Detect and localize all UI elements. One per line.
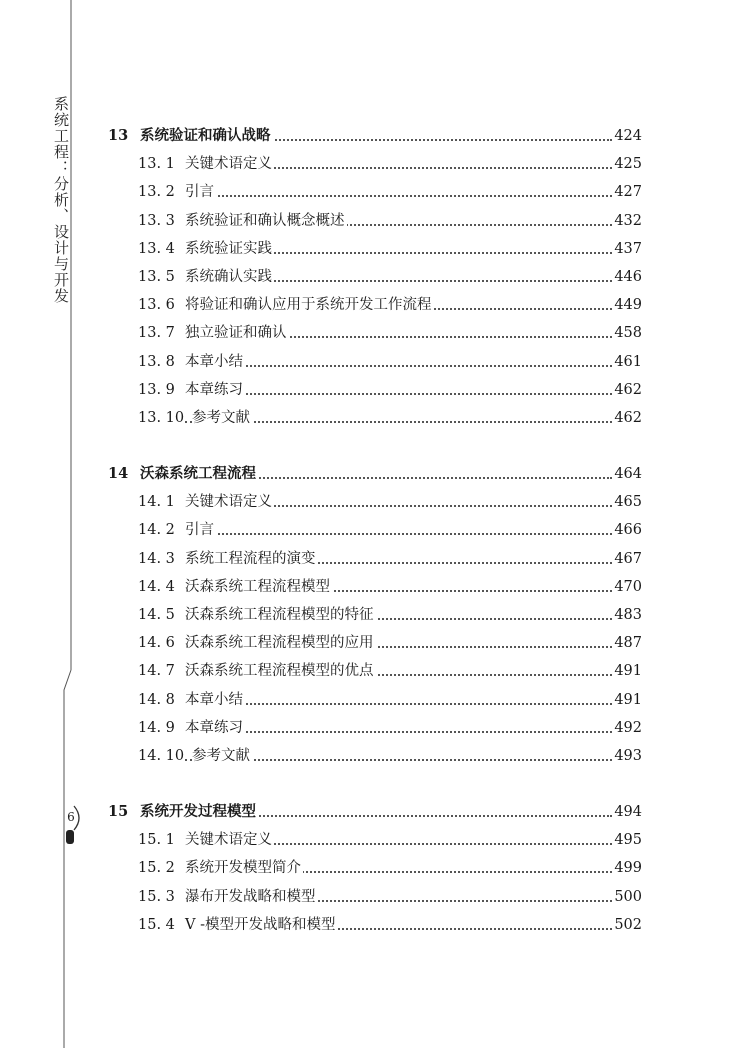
section-title: V -模型开发战略和模型 xyxy=(185,913,337,937)
dot-leader xyxy=(185,195,612,197)
section-page: 462 xyxy=(614,410,642,426)
section-entry xyxy=(0,350,750,374)
section-entry xyxy=(0,237,750,261)
section-entry xyxy=(0,603,750,627)
section-title: 系统开发模型简介 xyxy=(185,856,303,880)
section-entry xyxy=(0,321,750,345)
section-entry xyxy=(0,547,750,571)
section-entry xyxy=(0,913,750,937)
section-page: 470 xyxy=(614,579,642,595)
section-number: 13. 2 xyxy=(138,184,175,200)
section-number: 14. 5 xyxy=(138,607,175,623)
section-title: 关键术语定义 xyxy=(185,828,274,852)
section-page: 491 xyxy=(614,692,642,708)
section-title: 本章小结 xyxy=(185,350,245,374)
dot-leader xyxy=(185,731,612,733)
section-title: 关键术语定义 xyxy=(185,490,274,514)
chapter-page: 424 xyxy=(614,128,642,144)
section-page: 502 xyxy=(614,917,642,933)
section-number: 13. 9 xyxy=(138,382,175,398)
section-title: 沃森系统工程流程模型的应用 xyxy=(185,631,376,655)
section-title: 沃森系统工程流程模型 xyxy=(185,575,332,599)
dot-leader xyxy=(185,703,612,705)
section-page: 427 xyxy=(614,184,642,200)
section-page: 458 xyxy=(614,325,642,341)
section-page: 446 xyxy=(614,269,642,285)
section-number: 14. 2 xyxy=(138,522,175,538)
section-number: 13. 3 xyxy=(138,213,175,229)
chapter-entry xyxy=(0,800,750,824)
section-number: 14. 6 xyxy=(138,635,175,651)
section-title: 沃森系统工程流程模型的优点 xyxy=(185,659,376,683)
section-page: 487 xyxy=(614,635,642,651)
section-entry xyxy=(0,575,750,599)
section-entry xyxy=(0,293,750,317)
section-page: 465 xyxy=(614,494,642,510)
section-page: 467 xyxy=(614,551,642,567)
section-entry xyxy=(0,631,750,655)
running-head: 系统工程：分析、设计与开发 xyxy=(52,96,70,304)
section-title: 参考文献 xyxy=(192,406,252,430)
chapter-number: 15 xyxy=(108,803,129,820)
section-number: 13. 8 xyxy=(138,354,175,370)
section-entry xyxy=(0,659,750,683)
section-number: 13. 6 xyxy=(138,297,175,313)
section-title: 瀑布开发战略和模型 xyxy=(185,885,318,909)
chapter-page: 464 xyxy=(614,466,642,482)
section-entry xyxy=(0,885,750,909)
section-number: 13. 10 xyxy=(138,410,185,426)
section-page: 499 xyxy=(614,860,642,876)
chapter-title: 系统开发过程模型 xyxy=(140,800,258,824)
section-title: 系统确认实践 xyxy=(185,265,274,289)
section-number: 14. 1 xyxy=(138,494,175,510)
section-number: 13. 5 xyxy=(138,269,175,285)
section-title: 系统验证实践 xyxy=(185,237,274,261)
section-title: 系统工程流程的演变 xyxy=(185,547,318,571)
section-entry xyxy=(0,406,750,430)
section-page: 461 xyxy=(614,354,642,370)
section-number: 14. 10 xyxy=(138,748,185,764)
section-entry xyxy=(0,744,750,768)
section-number: 13. 7 xyxy=(138,325,175,341)
section-page: 492 xyxy=(614,720,642,736)
section-number: 14. 9 xyxy=(138,720,175,736)
section-title: 引言 xyxy=(185,180,216,204)
dot-leader xyxy=(185,533,612,535)
chapter-number: 14 xyxy=(108,465,129,482)
section-number: 14. 7 xyxy=(138,663,175,679)
section-number: 14. 8 xyxy=(138,692,175,708)
section-title: 引言 xyxy=(185,518,216,542)
section-number: 15. 2 xyxy=(138,860,175,876)
section-page: 495 xyxy=(614,832,642,848)
page-number: 6 xyxy=(67,810,75,824)
section-entry xyxy=(0,378,750,402)
section-title: 将验证和确认应用于系统开发工作流程 xyxy=(185,293,434,317)
section-number: 13. 1 xyxy=(138,156,175,172)
section-entry xyxy=(0,688,750,712)
section-number: 13. 4 xyxy=(138,241,175,257)
section-entry xyxy=(0,856,750,880)
section-entry xyxy=(0,180,750,204)
section-number: 14. 3 xyxy=(138,551,175,567)
dot-leader xyxy=(185,365,612,367)
section-page: 432 xyxy=(614,213,642,229)
section-page: 425 xyxy=(614,156,642,172)
section-page: 437 xyxy=(614,241,642,257)
section-number: 15. 3 xyxy=(138,889,175,905)
section-title: 独立验证和确认 xyxy=(185,321,289,345)
section-title: 本章练习 xyxy=(185,716,245,740)
section-entry xyxy=(0,716,750,740)
dot-leader xyxy=(185,393,612,395)
section-page: 449 xyxy=(614,297,642,313)
section-title: 本章小结 xyxy=(185,688,245,712)
section-entry xyxy=(0,490,750,514)
section-page: 500 xyxy=(614,889,642,905)
section-title: 本章练习 xyxy=(185,378,245,402)
section-title: 系统验证和确认概念概述 xyxy=(185,209,347,233)
chapter-page: 494 xyxy=(614,804,642,820)
section-entry xyxy=(0,209,750,233)
chapter-title: 系统验证和确认战略 xyxy=(140,124,273,148)
section-entry xyxy=(0,152,750,176)
section-entry xyxy=(0,828,750,852)
section-page: 466 xyxy=(614,522,642,538)
section-page: 491 xyxy=(614,663,642,679)
chapter-number: 13 xyxy=(108,127,129,144)
chapter-entry xyxy=(0,462,750,486)
section-page: 462 xyxy=(614,382,642,398)
section-page: 483 xyxy=(614,607,642,623)
section-title: 沃森系统工程流程模型的特征 xyxy=(185,603,376,627)
section-number: 15. 4 xyxy=(138,917,175,933)
section-title: 关键术语定义 xyxy=(185,152,274,176)
section-entry xyxy=(0,518,750,542)
section-page: 493 xyxy=(614,748,642,764)
chapter-entry xyxy=(0,124,750,148)
chapter-title: 沃森系统工程流程 xyxy=(140,462,258,486)
section-number: 14. 4 xyxy=(138,579,175,595)
section-number: 15. 1 xyxy=(138,832,175,848)
section-title: 参考文献 xyxy=(192,744,252,768)
section-entry xyxy=(0,265,750,289)
